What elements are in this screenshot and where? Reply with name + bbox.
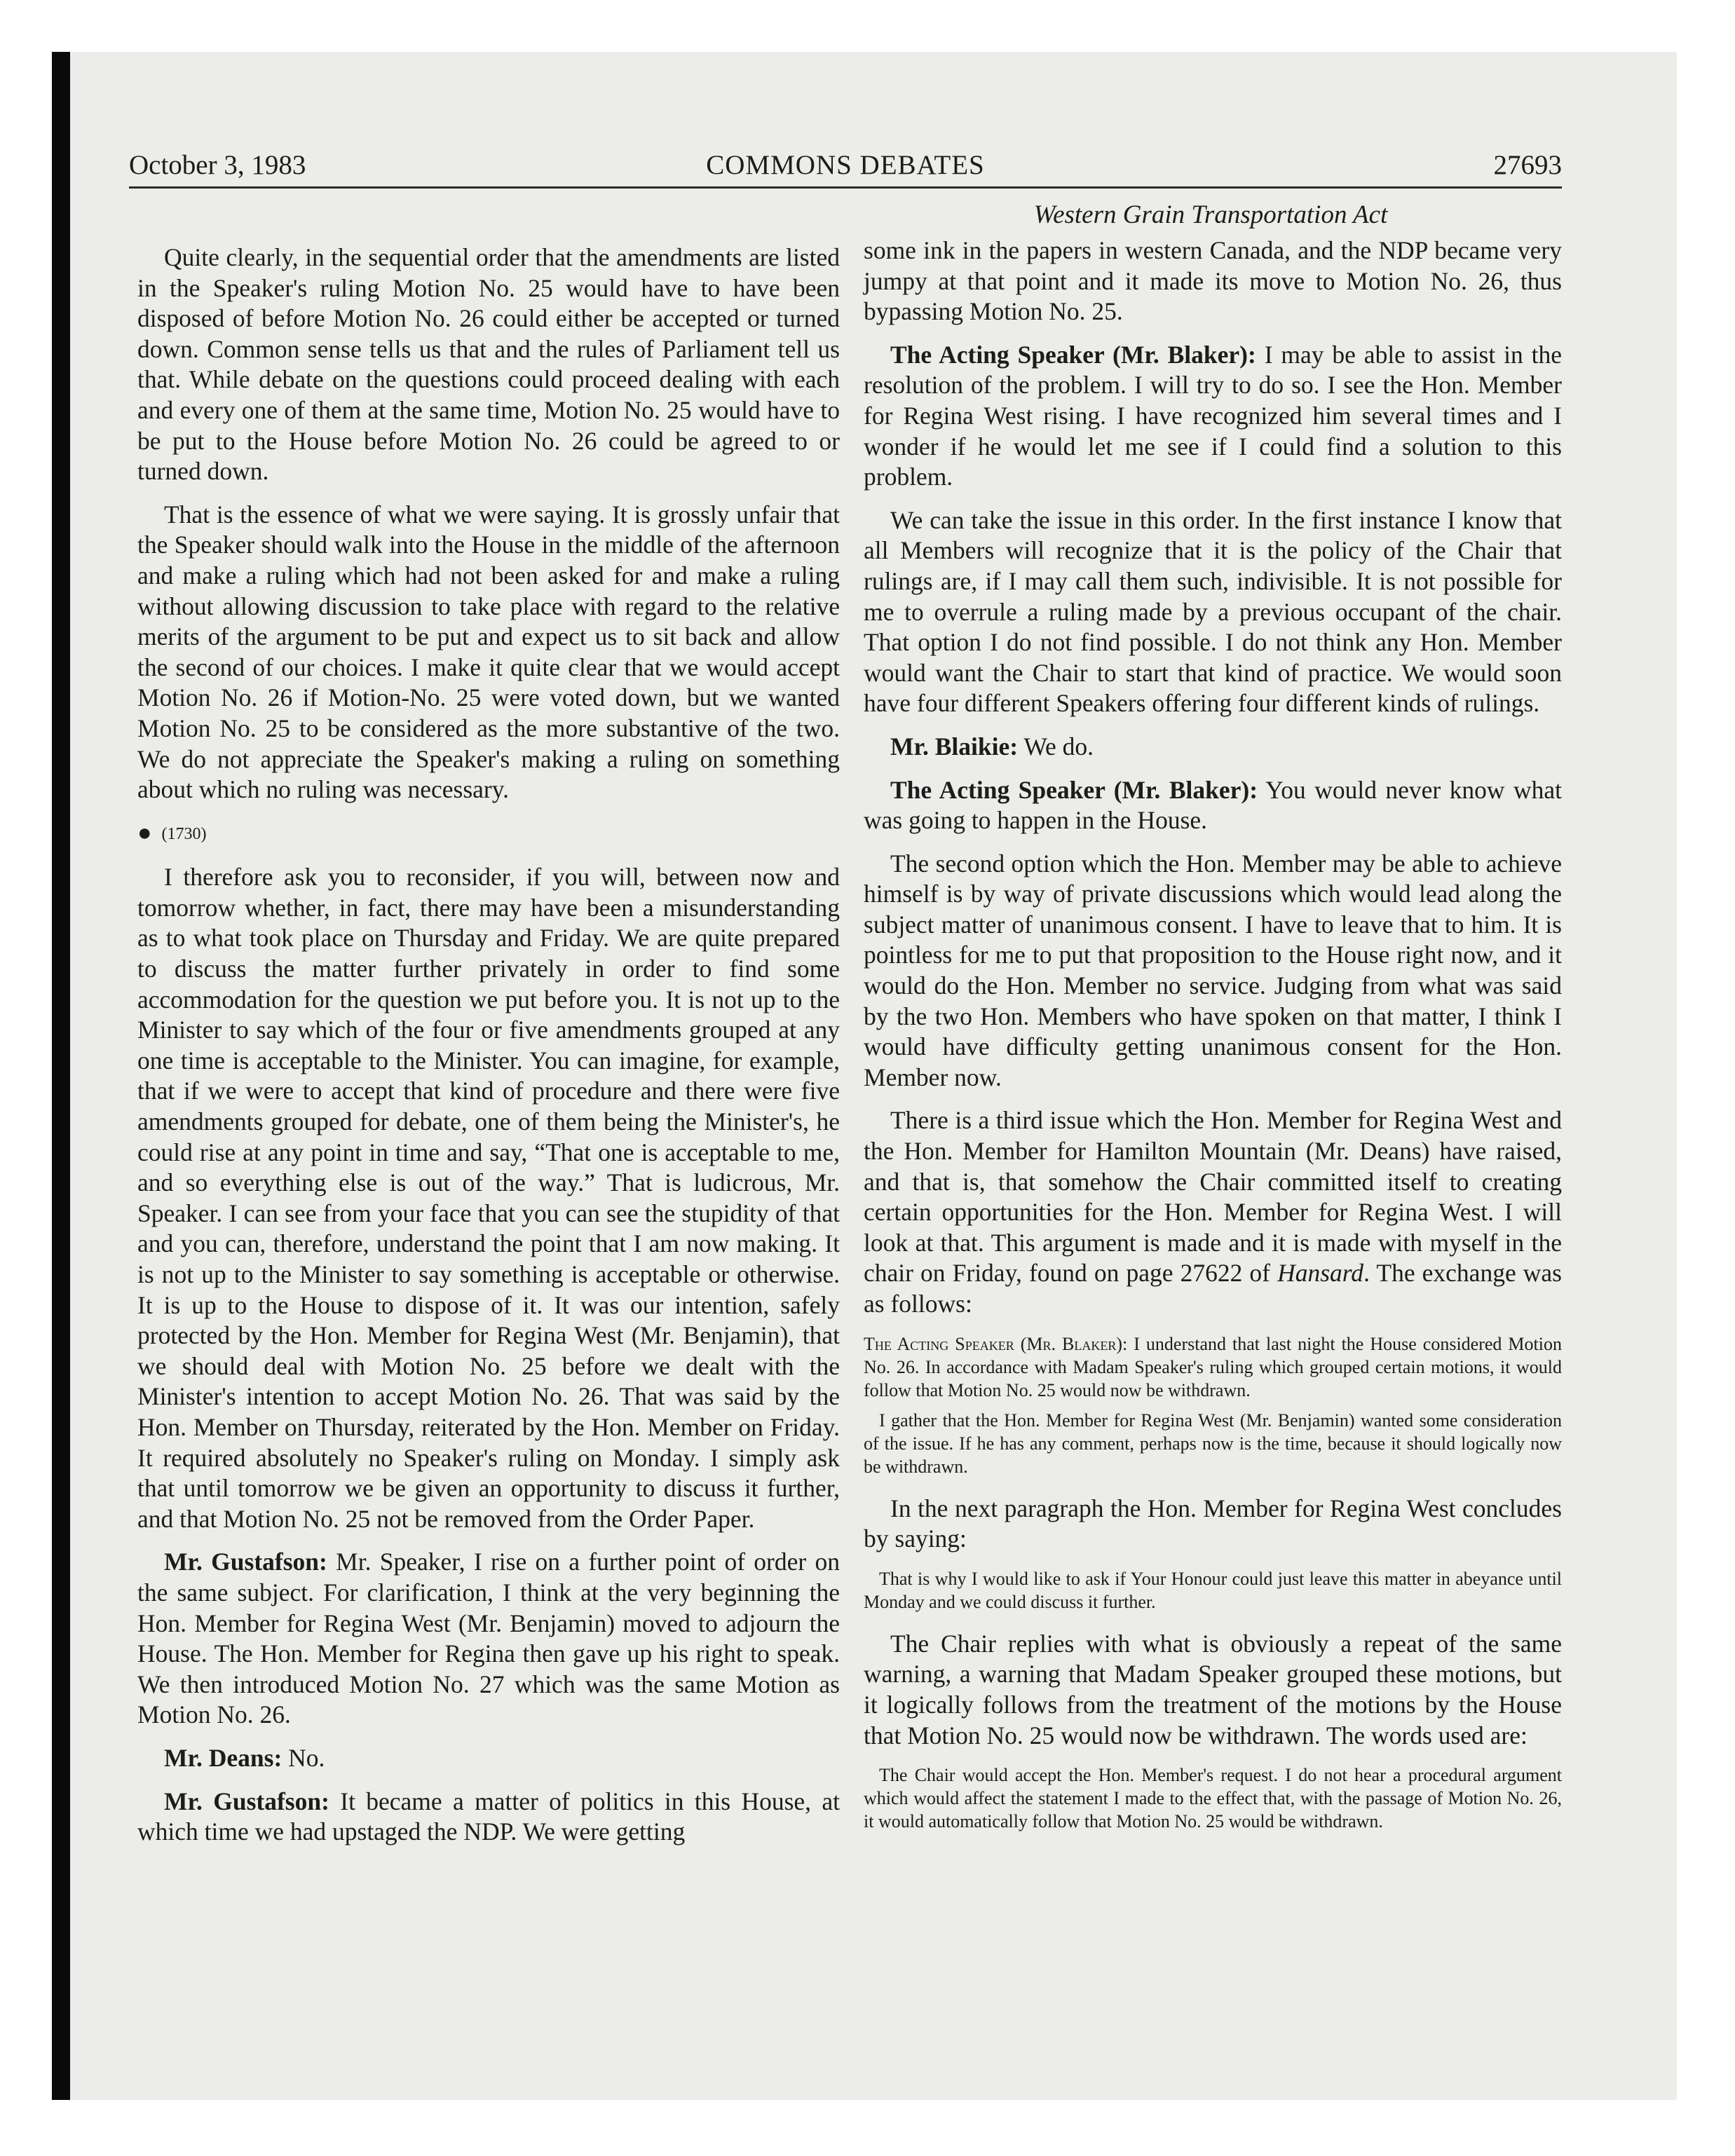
speech xyxy=(137,1787,840,1848)
binding-edge xyxy=(52,52,70,2100)
paragraph-text: There is a third issue which the Hon. Member for Regina West and the Hon. Member for Hamilton Mountain (Mr. Deans) have raised, and that is, that somehow the Chair committed itself to creating certain opportunities for the Hon. Member for Regina West. I will look at that. This argument is made and it is made with myself in the chair on Friday, found on page 27622 of xyxy=(864,1106,1562,1288)
quoted-text xyxy=(864,1763,1562,1833)
header-title: COMMONS DEBATES xyxy=(706,150,985,180)
paragraph: some ink in the papers in western Canada, and the NDP became very jumpy at that point and it made its move to Motion No. 26, thus bypassing Motion No. 25. xyxy=(864,236,1562,326)
quote-paragraph: The Chair would accept the Hon. Member's request. I do not hear a procedural argument which would affect the statement I made to the effect that, with the passage of Motion No. 26, it would automatically follow that Motion No. 25 would be withdrawn. xyxy=(864,1765,1562,1832)
paragraph: I therefore ask you to reconsider, if you will, between now and tomorrow whether, in fact, there may have been a misunderstanding as to what took place on Thursday and Friday. We are quite prepared to discuss the matter further privately in order to find some accommodation for the question we put before you. It is not up to the Minister to say which of the four or five amendments grouped at any one time is acceptable to the Minister. You can imagine, for example, that if we were to accept that kind of procedure and there were five amendments grouped for debate, one of them being the Minister's, he could rise at any point in time and say, “That one is acceptable to me, and so everything else is out of the way.” That is ludicrous, Mr. Speaker. I can see from your face that you can see the stupidity of that and you can, therefore, understand the point that I am now making. It is not up to the Minister to say something is acceptable or otherwise. It is up to the House to dispose of it. It was our intention, safely protected by the Hon. Member for Regina West (Mr. Benjamin), that we should deal with Motion No. 25 before we dealt with the Minister's intention to accept Motion No. 26. That was said by the Hon. Member on Thursday, reiterated by the Hon. Member on Friday. It required absolutely no Speaker's ruling on Monday. I simply ask that until tomorrow we be given an opportunity to discuss it further, and that Motion No. 25 not be removed from the Order Paper. xyxy=(137,863,840,1533)
speaker-name: Mr. Blaikie: xyxy=(890,732,1019,760)
hansard-title: Hansard xyxy=(1277,1259,1364,1288)
speech-text: It became a matter of politics in this House, at which time we had upstaged the NDP. We were getting xyxy=(137,1787,840,1846)
page-header xyxy=(129,144,1562,189)
time-marker-label: (1730) xyxy=(161,824,207,843)
speech-text: Mr. Speaker, I rise on a further point of order on the same subject. For clarification, I think at the very beginning the Hon. Member for Regina West (Mr. Benjamin) moved to adjourn the House. The Hon. Member for Regina then gave up his right to speak. We then introduced Motion No. 27 which was the same Motion as Motion No. 26. xyxy=(137,1548,841,1729)
speech-text: No. xyxy=(282,1743,325,1772)
quoted-exchange xyxy=(864,1332,1562,1478)
speech xyxy=(864,340,1562,493)
quoted-text xyxy=(864,1567,1562,1613)
time-marker xyxy=(137,818,840,850)
paragraph: Quite clearly, in the sequential order that the amendments are listed in the Speaker's ruling Motion No. 25 would have to have been disposed of before Motion No. 26 could either be accepted or turned down. Common sense tells us that and the rules of Parliament tell us that. While debate on the questions could proceed dealing with each and every one of them at the same time, Motion No. 25 would have to be put to the House before Motion No. 26 could be agreed to or turned down. xyxy=(137,243,840,486)
speech xyxy=(864,732,1562,763)
speech xyxy=(137,1743,840,1774)
speech xyxy=(864,775,1562,836)
speaker-name: Mr. Deans: xyxy=(164,1743,283,1772)
paragraph: The second option which the Hon. Member may be able to achieve himself is by way of private discussions which would lead along the subject matter of unanimous consent. I have to leave that to him. It is pointless for me to put that proposition to the House right now, and it would do the Hon. Member no service. Judging from what was said by the two Hon. Members who have spoken on that matter, I think I would have difficulty getting unanimous consent for the Hon. Member now. xyxy=(864,849,1562,1091)
left-column xyxy=(137,243,840,1860)
speech-text: I may be able to assist in the resolution of the problem. I will try to do so. I see the Hon. Member for Regina West rising. I have recognized him several times and I wonder if he would let me see if I could find a solution to this problem. xyxy=(864,340,1562,491)
quote-paragraph xyxy=(864,1332,1562,1402)
paragraph xyxy=(864,1105,1562,1319)
page-number: 27693 xyxy=(1493,150,1562,180)
paragraph: That is the essence of what we were saying. It is grossly unfair that the Speaker should walk into the House in the middle of the afternoon and make a ruling which had not been asked for and make a ruling without allowing discussion to take place with regard to the relative merits of the argument to be put and expect us to sit back and allow the second of our choices. I make it quite clear that we would accept Motion No. 26 if Motion-No. 25 were voted down, but we wanted Motion No. 25 to be considered as the more substantive of the two. We do not appreciate the Speaker's making a ruling on something about which no ruling was necessary. xyxy=(137,500,840,804)
quote-text: I understand that last night the House considered Motion No. 26. In accordance with Madam Speaker's ruling which grouped certain motions, it would follow that Motion No. 25 would now be withdrawn. xyxy=(864,1333,1562,1400)
header-date: October 3, 1983 xyxy=(129,150,306,180)
quote-speaker: The Acting Speaker (Mr. Blaker): xyxy=(864,1333,1128,1354)
paragraph-text: . The exchange was as follows: xyxy=(864,1259,1562,1318)
right-column xyxy=(864,236,1562,1848)
bullet-icon: ● xyxy=(137,819,152,846)
speaker-name: The Acting Speaker (Mr. Blaker): xyxy=(890,340,1256,369)
quote-paragraph: I gather that the Hon. Member for Regina West (Mr. Benjamin) wanted some consideration of the issue. If he has any comment, perhaps now is the time, because it should logically now be withdrawn. xyxy=(864,1410,1562,1477)
speaker-name: Mr. Gustafson: xyxy=(164,1787,329,1815)
speech xyxy=(137,1547,840,1731)
speaker-name: Mr. Gustafson: xyxy=(164,1548,327,1576)
speech-text: We do. xyxy=(1018,732,1094,760)
paragraph: In the next paragraph the Hon. Member for Regina West concludes by saying: xyxy=(864,1494,1562,1553)
quote-paragraph: That is why I would like to ask if Your Honour could just leave this matter in abeyance until Monday and we could discuss it further. xyxy=(864,1568,1562,1612)
speech-text: You would never know what was going to happen in the House. xyxy=(864,775,1563,835)
paragraph: We can take the issue in this order. In the first instance I know that all Members will recognize that it is the policy of the Chair that rulings are, if I may call them such, indivisible. It is not possible for me to overrule a ruling made by a previous occupant of the chair. That option I do not find possible. I do not think any Hon. Member would want the Chair to start that kind of practice. We would soon have four different Speakers offering four different kinds of rulings. xyxy=(864,505,1562,718)
paragraph: The Chair replies with what is obviously a repeat of the same warning, a warning that Madam Speaker grouped these motions, but it logically follows from the treatment of the motions by the House that Motion No. 25 would now be withdrawn. The words used are: xyxy=(864,1629,1562,1749)
speaker-name: The Acting Speaker (Mr. Blaker): xyxy=(890,775,1258,804)
section-subheader: Western Grain Transportation Act xyxy=(1033,200,1388,229)
